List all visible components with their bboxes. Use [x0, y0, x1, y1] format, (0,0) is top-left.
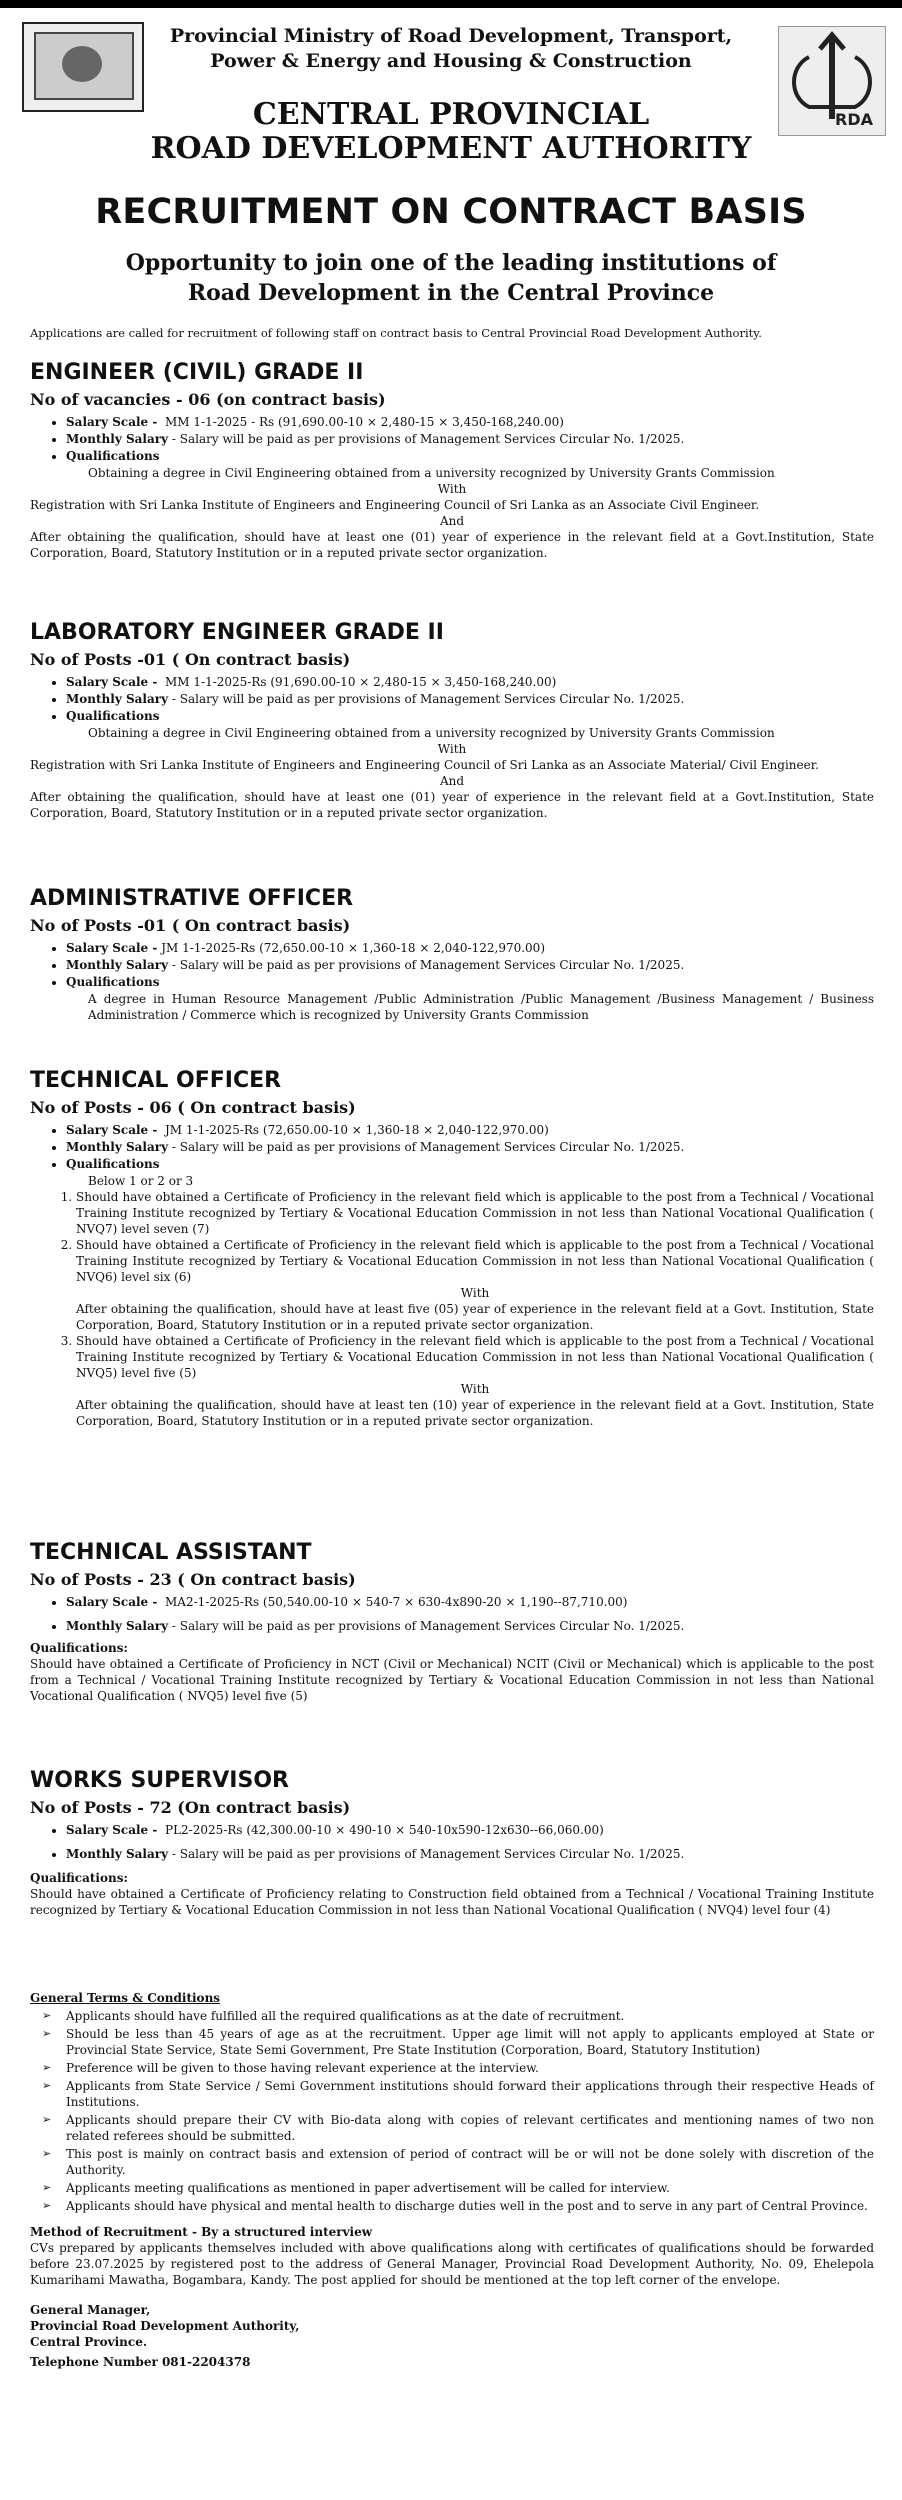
salary-scale-item: [66, 1122, 874, 1138]
monthly-label: Monthly Salary: [66, 1140, 169, 1154]
page-subtitle: [30, 248, 872, 308]
qualifications-label: Qualifications: [66, 449, 160, 463]
salary-value: MM 1-1-2025 - Rs (91,690.00-10 × 2,480-15 × 3,450-168,240.00): [165, 415, 564, 429]
signature-line-1: General Manager,: [30, 2303, 151, 2317]
option-3: [76, 1333, 874, 1429]
terms-list-item: ➢ Applicants meeting qualifications as mentioned in paper advertisement will be called for interview.: [66, 2180, 874, 2196]
method-text: CVs prepared by applicants themselves included with above qualifications along with certificates of qualifications should be forwarded before 23.07.2025 by registered post to the address of General Manager, Provincial Road Development Authority, No. 09, Ehelepola Kumarihami Mawatha, Bogambara, Kandy. The post applied for should be mentioned at the top left corner of the envelope.: [30, 2241, 874, 2287]
method-heading: Method of Recruitment - By a structured interview: [30, 2225, 373, 2239]
vacancy-count: No of Posts - 72 (On contract basis): [30, 1798, 351, 1817]
authority-line-2: ROAD DEVELOPMENT AUTHORITY: [150, 131, 752, 166]
signature-line-3: Central Province.: [30, 2335, 148, 2349]
details-list: [30, 414, 874, 464]
monthly-label: Monthly Salary: [66, 1619, 169, 1633]
ministry-line-1: Provincial Ministry of Road Development, Transport,: [169, 25, 733, 47]
salary-scale-item: [66, 1822, 874, 1838]
monthly-label: Monthly Salary: [66, 1847, 169, 1861]
qualification-text-1: A degree in Human Resource Management /Public Administration /Public Management /Business Management / Business Administration / Commerce which is recognized by University Grants Commission: [88, 992, 874, 1022]
section-administrative-officer: [30, 886, 874, 1023]
qualification-text-3: After obtaining the qualification, should have at least one (01) year of experience in the relevant field at a Govt.Institution, State Corporation, Board, Statutory Institution or in a reputed private sector organization.: [30, 790, 874, 820]
authority-name: [150, 98, 752, 166]
monthly-label: Monthly Salary: [66, 692, 169, 706]
terms-list-item: ➢ Should be less than 45 years of age as at the recruitment. Upper age limit will not apply to applicants employed at State or Provincial State Service, State Semi Government, Pre State Institution (Corporation, Board, Statutory Institution): [66, 2026, 874, 2058]
section-title: WORKS SUPERVISOR: [30, 1768, 289, 1793]
qualifications-label: Qualifications: [66, 975, 160, 989]
option-2: [76, 1237, 874, 1333]
salary-label: Salary Scale -: [66, 415, 158, 429]
with-text: With: [437, 482, 467, 496]
authority-line-1: CENTRAL PROVINCIAL: [252, 97, 650, 132]
with-text: With: [460, 1382, 490, 1396]
section-title: TECHNICAL ASSISTANT: [30, 1540, 312, 1565]
below-options-text: Below 1 or 2 or 3: [88, 1174, 194, 1188]
emblem-icon: [34, 32, 134, 100]
monthly-value: - Salary will be paid as per provisions of Management Services Circular No. 1/2025.: [168, 958, 685, 972]
monthly-salary-item: [66, 1139, 874, 1155]
intro-text: Applications are called for recruitment of following staff on contract basis to Central Provincial Road Development Authority.: [30, 326, 762, 340]
qualifications-item: [66, 1156, 874, 1172]
monthly-salary-item: [66, 957, 874, 973]
monthly-salary-item: [66, 431, 874, 447]
vacancy-count: No of Posts - 23 ( On contract basis): [30, 1570, 356, 1589]
monthly-salary-item: [66, 1846, 874, 1862]
subtitle-line-1: Opportunity to join one of the leading institutions of: [125, 250, 777, 276]
monthly-salary-item: [66, 691, 874, 707]
monthly-salary-item: [66, 1618, 874, 1634]
qualifications-label: Qualifications: [66, 709, 160, 723]
section-title: ADMINISTRATIVE OFFICER: [30, 886, 354, 911]
rda-logo-icon: [779, 27, 885, 135]
option-1: 1. Should have obtained a Certificate of Proficiency in the relevant field which is applicable to the post from a Technical / Vocational Training Institute recognized by Tertiary & Vocational Education Commission in not less than National Vocational Qualification ( NVQ7) level seven (7): [76, 1189, 874, 1237]
salary-value: PL2-2025-Rs (42,300.00-10 × 490-10 × 540-10x590-12x630--66,060.00): [165, 1823, 604, 1837]
section-title: ENGINEER (CIVIL) GRADE II: [30, 360, 364, 385]
salary-label: Salary Scale -: [66, 675, 158, 689]
details-list: [30, 1122, 874, 1172]
salary-label: Salary Scale -: [66, 1595, 158, 1609]
technical-officer-options-list: [30, 1189, 874, 1429]
ministry-name: [150, 24, 752, 74]
salary-value: MM 1-1-2025-Rs (91,690.00-10 × 2,480-15 × 3,450-168,240.00): [165, 675, 557, 689]
section-title: TECHNICAL OFFICER: [30, 1068, 282, 1093]
option-3-experience: After obtaining the qualification, should have at least ten (10) year of experience in the relevant field at a Govt. Institution, State Corporation, Board, Statutory Institution or in a reputed private sector organization.: [76, 1398, 874, 1428]
qualification-text-2: Registration with Sri Lanka Institute of Engineers and Engineering Council of Sri Lanka as an Associate Material/ Civil Engineer.: [30, 758, 819, 772]
salary-scale-item: [66, 1594, 874, 1610]
qualification-text-3: After obtaining the qualification, should have at least one (01) year of experience in the relevant field at a Govt.Institution, State Corporation, Board, Statutory Institution or in a reputed private sector organization.: [30, 530, 874, 560]
vacancy-count: No of Posts -01 ( On contract basis): [30, 650, 351, 669]
section-title: LABORATORY ENGINEER GRADE II: [30, 620, 444, 645]
salary-scale-item: [66, 414, 874, 430]
terms-list-item: ➢ Preference will be given to those having relevant experience at the interview.: [66, 2060, 874, 2076]
monthly-value: - Salary will be paid as per provisions of Management Services Circular No. 1/2025.: [168, 1847, 685, 1861]
ministry-emblem-logo: [22, 22, 144, 112]
section-works-supervisor: [30, 1768, 874, 1918]
salary-label: Salary Scale -: [66, 1823, 158, 1837]
vacancy-count: No of vacancies - 06 (on contract basis): [30, 390, 386, 409]
section-laboratory-engineer: [30, 620, 874, 821]
terms-list-item: ➢ This post is mainly on contract basis and extension of period of contract will be or will not be done solely with discretion of the Authority.: [66, 2146, 874, 2178]
details-list: [30, 940, 874, 990]
monthly-label: Monthly Salary: [66, 958, 169, 972]
qualification-text-1: Obtaining a degree in Civil Engineering obtained from a university recognized by University Grants Commission: [88, 726, 775, 740]
subtitle-line-2: Road Development in the Central Province: [187, 280, 715, 306]
salary-label: Salary Scale -: [66, 941, 158, 955]
and-text: And: [439, 774, 465, 788]
qualification-text-1: Obtaining a degree in Civil Engineering obtained from a university recognized by University Grants Commission: [88, 466, 775, 480]
monthly-value: - Salary will be paid as per provisions of Management Services Circular No. 1/2025.: [171, 692, 685, 706]
terms-list-item: ➢ Applicants should have physical and mental health to discharge duties well in the post and to serve in any part of Central Province.: [66, 2198, 874, 2214]
qualifications-label: Qualifications: [66, 1157, 160, 1171]
salary-value: JM 1-1-2025-Rs (72,650.00-10 × 1,360-18 × 2,040-122,970.00): [161, 941, 545, 955]
monthly-value: - Salary will be paid as per provisions of Management Services Circular No. 1/2025.: [168, 1619, 685, 1633]
qualification-text-2: Registration with Sri Lanka Institute of Engineers and Engineering Council of Sri Lanka as an Associate Civil Engineer.: [30, 498, 760, 512]
details-list: [30, 674, 874, 724]
option-3-text: 3. Should have obtained a Certificate of Proficiency in the relevant field which is applicable to the post from a Technical / Vocational Training Institute recognized by Tertiary & Vocational Education Commission in not less than National Vocational Qualification ( NVQ5) level five (5): [76, 1334, 874, 1380]
qualification-text-1: Should have obtained a Certificate of Proficiency relating to Construction field obtained from a Technical / Vocational Training Institute recognized by Tertiary & Vocational Education Commission in not less than National Vocational Qualification ( NVQ4) level four (4): [30, 1887, 874, 1917]
ministry-line-2: Power & Energy and Housing & Construction: [210, 50, 692, 72]
and-text: And: [439, 514, 465, 528]
qualification-text-1: Should have obtained a Certificate of Proficiency in NCT (Civil or Mechanical) NCIT (Civil or Mechanical) which is applicable to the post from a Technical / Vocational Training Institute recognized by Tertiary & Vocational Education Commission in not less than National Vocational Qualification ( NVQ5) level five (5): [30, 1657, 874, 1703]
signature-line-2: Provincial Road Development Authority,: [30, 2319, 300, 2333]
terms-heading: General Terms & Conditions: [30, 1991, 221, 2005]
qualifications-item: [66, 974, 874, 990]
details-list: [30, 1822, 874, 1862]
qualifications-item: [66, 708, 874, 724]
rda-logo: [778, 26, 886, 136]
qualifications-label: Qualifications:: [30, 1871, 128, 1885]
salary-scale-item: [66, 674, 874, 690]
telephone-number: Telephone Number 081-2204378: [30, 2355, 251, 2369]
salary-scale-item: [66, 940, 874, 956]
with-text: With: [437, 742, 467, 756]
section-technical-assistant: [30, 1540, 874, 1704]
salary-value: JM 1-1-2025-Rs (72,650.00-10 × 1,360-18 × 2,040-122,970.00): [165, 1123, 549, 1137]
terms-list: [30, 2008, 874, 2214]
section-engineer-civil: [30, 360, 874, 561]
general-terms-section: [30, 1990, 874, 2370]
terms-list-item: ➢ Applicants should have fulfilled all the required qualifications as at the date of recruitment.: [66, 2008, 874, 2024]
with-text: With: [460, 1286, 490, 1300]
signature-block: [30, 2302, 874, 2370]
details-list: [30, 1594, 874, 1634]
qualifications-item: [66, 448, 874, 464]
page-title: RECRUITMENT ON CONTRACT BASIS: [95, 192, 807, 232]
salary-value: MA2-1-2025-Rs (50,540.00-10 × 540-7 × 630-4x890-20 × 1,190--87,710.00): [165, 1595, 628, 1609]
terms-list-item: ➢ Applicants should prepare their CV with Bio-data along with copies of relevant certificates and mentioning names of two non related referees should be submitted.: [66, 2112, 874, 2144]
rda-logo-text: RDA: [835, 110, 873, 129]
monthly-value: - Salary will be paid as per provisions of Management Services Circular No. 1/2025.: [168, 1140, 685, 1154]
vacancy-count: No of Posts - 06 ( On contract basis): [30, 1098, 356, 1117]
option-2-text: 2. Should have obtained a Certificate of Proficiency in the relevant field which is applicable to the post from a Technical / Vocational Training Institute recognized by Tertiary & Vocational Education Commission in not less than National Vocational Qualification ( NVQ6) level six (6): [76, 1238, 874, 1284]
section-technical-officer: [30, 1068, 874, 1429]
monthly-value: - Salary will be paid as per provisions of Management Services Circular No. 1/2025.: [171, 432, 685, 446]
qualifications-label: Qualifications:: [30, 1641, 128, 1655]
salary-label: Salary Scale -: [66, 1123, 158, 1137]
option-2-experience: After obtaining the qualification, should have at least five (05) year of experience in the relevant field at a Govt. Institution, State Corporation, Board, Statutory Institution or in a reputed private sector organization.: [76, 1302, 874, 1332]
monthly-label: Monthly Salary: [66, 432, 169, 446]
vacancy-count: No of Posts -01 ( On contract basis): [30, 916, 351, 935]
terms-list-item: ➢ Applicants from State Service / Semi Government institutions should forward their applications through their respective Heads of Institutions.: [66, 2078, 874, 2110]
